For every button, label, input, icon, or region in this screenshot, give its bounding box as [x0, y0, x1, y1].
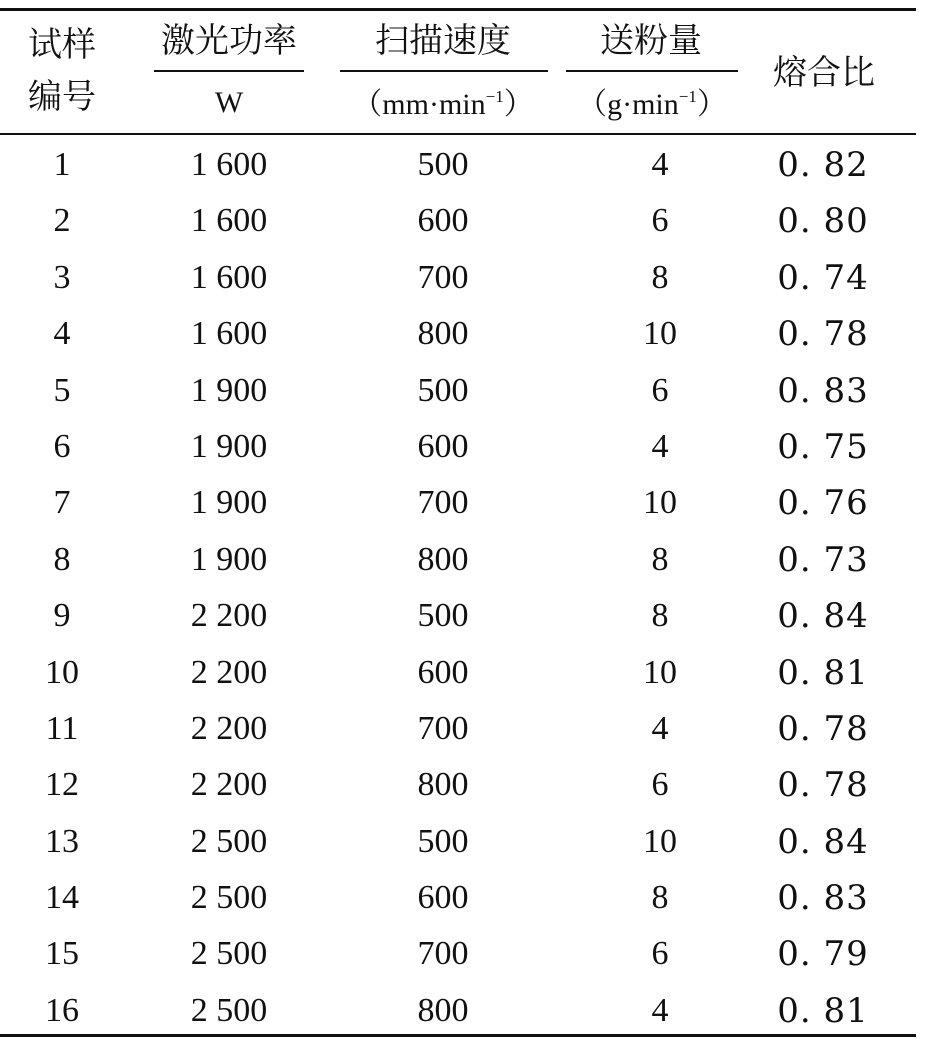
cell-sample-id: 3 — [53, 258, 71, 296]
cell-laser-power: 2 500 — [190, 991, 268, 1029]
table-row — [0, 193, 916, 249]
cell-powder-feed: 4 — [651, 709, 669, 747]
cell-powder-feed: 6 — [651, 935, 669, 973]
cell-scan-speed: 500 — [417, 146, 469, 183]
cell-laser-power: 2 200 — [190, 766, 268, 804]
cell-dilution-ratio: 0. 81 — [777, 652, 869, 693]
cell-powder-feed: 4 — [651, 146, 669, 183]
cell-sample-id: 15 — [45, 935, 79, 973]
table-row — [0, 814, 916, 870]
cell-scan-speed: 800 — [417, 315, 469, 353]
cell-scan-speed: 700 — [417, 484, 469, 522]
cell-powder-feed: 4 — [651, 427, 669, 465]
cell-scan-speed: 800 — [417, 991, 469, 1029]
header-scan-speed-unit-exp: −1 — [485, 87, 504, 106]
cell-laser-power: 1 600 — [190, 146, 268, 183]
table-top-rule — [0, 8, 916, 11]
table-body — [0, 137, 916, 1039]
table-row — [0, 645, 916, 701]
cell-powder-feed: 4 — [651, 991, 669, 1029]
cell-laser-power: 1 600 — [190, 315, 268, 353]
cell-dilution-ratio: 0. 83 — [777, 878, 869, 919]
table-bottom-rule — [0, 1034, 916, 1037]
header-scan-speed-unit-base: （mm·min — [352, 88, 486, 121]
table-row — [0, 870, 916, 926]
cell-laser-power: 2 200 — [190, 653, 268, 691]
table-row — [0, 701, 916, 757]
header-powder-feed-unit — [558, 88, 746, 120]
table-row — [0, 250, 916, 306]
table-row — [0, 926, 916, 982]
cell-dilution-ratio: 0. 74 — [777, 257, 869, 298]
header-powder-feed-unit-close: ） — [696, 88, 727, 121]
cell-scan-speed: 600 — [417, 427, 469, 465]
cell-sample-id: 14 — [45, 879, 79, 917]
table-row — [0, 475, 916, 531]
cell-dilution-ratio: 0. 76 — [777, 483, 869, 524]
cell-powder-feed: 6 — [651, 371, 669, 409]
cell-powder-feed: 6 — [651, 766, 669, 804]
cell-scan-speed: 500 — [417, 597, 469, 635]
cell-dilution-ratio: 0. 82 — [777, 145, 869, 185]
cell-scan-speed: 500 — [417, 371, 469, 409]
cell-laser-power: 1 600 — [190, 202, 268, 240]
header-laser-power-unit: W — [214, 86, 244, 119]
header-powder-feed: 送粉量 — [600, 21, 702, 61]
header-scan-speed: 扫描速度 — [375, 21, 511, 61]
cell-scan-speed: 600 — [417, 879, 469, 917]
cell-dilution-ratio: 0. 84 — [777, 596, 869, 637]
cell-sample-id: 4 — [53, 315, 71, 353]
table-header-rule — [0, 133, 916, 135]
cell-powder-feed: 10 — [643, 653, 677, 691]
cell-sample-id: 1 — [53, 146, 71, 183]
cell-dilution-ratio: 0. 78 — [777, 314, 869, 355]
cell-sample-id: 12 — [45, 766, 79, 804]
cell-dilution-ratio: 0. 80 — [777, 201, 869, 242]
cell-dilution-ratio: 0. 78 — [777, 765, 869, 806]
cell-sample-id: 11 — [45, 709, 79, 747]
cell-sample-id: 16 — [45, 991, 79, 1029]
cell-laser-power: 1 900 — [190, 540, 268, 578]
cell-laser-power: 2 200 — [190, 597, 268, 635]
cell-laser-power: 2 500 — [190, 822, 268, 860]
cell-scan-speed: 700 — [417, 258, 469, 296]
cell-scan-speed: 800 — [417, 540, 469, 578]
header-powder-feed-rule — [566, 70, 738, 72]
cell-scan-speed: 700 — [417, 935, 469, 973]
table-row — [0, 532, 916, 588]
cell-scan-speed: 700 — [417, 709, 469, 747]
cell-dilution-ratio: 0. 75 — [777, 426, 869, 467]
cell-scan-speed: 600 — [417, 653, 469, 691]
header-scan-speed-unit — [330, 88, 556, 120]
cell-dilution-ratio: 0. 78 — [777, 708, 869, 749]
table-row — [0, 306, 916, 362]
cell-powder-feed: 10 — [643, 315, 677, 353]
header-sample-id-line1: 试样 — [28, 25, 96, 65]
cell-laser-power: 2 500 — [190, 935, 268, 973]
cell-sample-id: 10 — [45, 653, 79, 691]
table-row — [0, 363, 916, 419]
cell-scan-speed: 600 — [417, 202, 469, 240]
cell-laser-power: 2 500 — [190, 879, 268, 917]
cell-sample-id: 7 — [53, 484, 71, 522]
cell-sample-id: 13 — [45, 822, 79, 860]
cell-powder-feed: 10 — [643, 484, 677, 522]
cell-powder-feed: 10 — [643, 822, 677, 860]
cell-sample-id: 6 — [53, 427, 71, 465]
cell-scan-speed: 800 — [417, 766, 469, 804]
cell-dilution-ratio: 0. 83 — [777, 370, 869, 411]
cell-laser-power: 2 200 — [190, 709, 268, 747]
table-row — [0, 588, 916, 644]
cell-sample-id: 5 — [53, 371, 71, 409]
cell-powder-feed: 8 — [651, 258, 669, 296]
cell-dilution-ratio: 0. 79 — [777, 934, 869, 975]
header-powder-feed-unit-exp: −1 — [678, 87, 697, 106]
table-row — [0, 419, 916, 475]
cell-powder-feed: 6 — [651, 202, 669, 240]
cell-sample-id: 8 — [53, 540, 71, 578]
header-powder-feed-unit-base: （g·min — [577, 88, 679, 121]
cell-sample-id: 9 — [53, 597, 71, 635]
header-sample-id-line2: 编号 — [28, 77, 96, 117]
cell-laser-power: 1 900 — [190, 427, 268, 465]
table-row — [0, 757, 916, 813]
header-scan-speed-rule — [340, 70, 548, 72]
cell-dilution-ratio: 0. 73 — [777, 539, 869, 580]
cell-powder-feed: 8 — [651, 879, 669, 917]
table-row — [0, 137, 916, 193]
cell-sample-id: 2 — [53, 202, 71, 240]
cell-laser-power: 1 900 — [190, 484, 268, 522]
cell-dilution-ratio: 0. 84 — [777, 821, 869, 862]
cell-laser-power: 1 600 — [190, 258, 268, 296]
cell-scan-speed: 500 — [417, 822, 469, 860]
header-laser-power-rule — [154, 70, 304, 72]
cell-powder-feed: 8 — [651, 540, 669, 578]
table-row — [0, 983, 916, 1039]
cell-laser-power: 1 900 — [190, 371, 268, 409]
cell-powder-feed: 8 — [651, 597, 669, 635]
header-dilution-ratio: 熔合比 — [773, 53, 875, 93]
cell-dilution-ratio: 0. 81 — [777, 990, 869, 1031]
header-laser-power: 激光功率 — [161, 21, 297, 61]
header-scan-speed-unit-close: ） — [503, 88, 534, 121]
